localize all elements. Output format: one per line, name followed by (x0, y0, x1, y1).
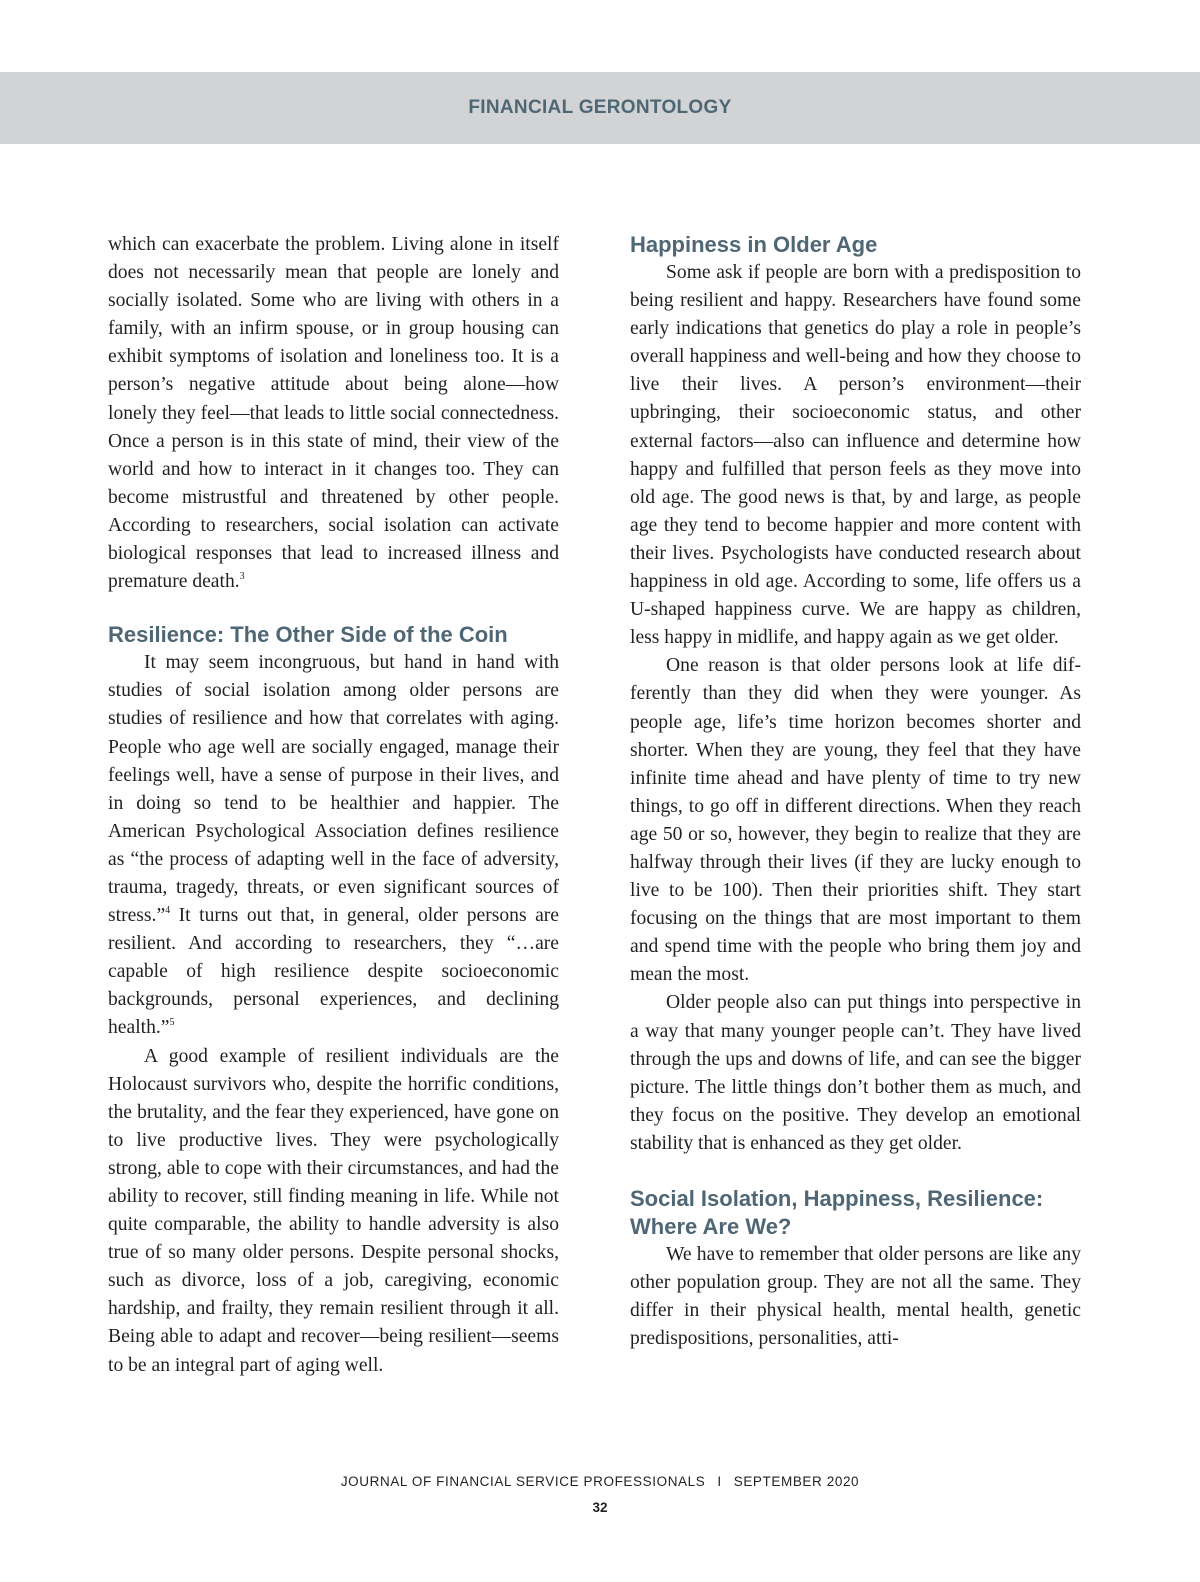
paragraph-text: which can exacerbate the problem. Living alone in itself does not necessarily mean that people are lonely and socially isolated. Some who are living with others in a family, with an infirm spouse, or in group housing can exhibit symptoms of isolation and loneliness too. It is a person’s negative attitude about being alone—how lonely they feel—that leads to little social connectedness. Once a person is in this state of mind, their view of the world and how to interact in it changes too. They can become mistrustful and threatened by other people. According to researchers, social isolation can activate biological responses that lead to increased illness and premature death. (108, 234, 559, 593)
issue-date: SEPTEMBER 2020 (733, 1474, 860, 1489)
paragraph-text: It turns out that, in general, older persons are resilient. And according to researchers, they “…are capable of high resilience despite socioeconomic backgrounds, personal experiences, and declining health.” (108, 905, 559, 1039)
paragraph-happiness: Some ask if people are born with a predisposition to being resilient and happy. Researchers have found some early indications that genetics do play a role in people’s overall happiness and well-being and how they choose to live their lives. A person’s environment—their upbringing, their socioeconomic status, and other external factors—also can influence and determine how happy and fulfilled that person feels as they move into old age. The good news is that, by and large, as people age they tend to become happier and more content with their lives. Psychologists have conducted research about happiness in old age. According to some, life offers us a U-shaped happiness curve. We are happy as children, less happy in midlife, and happy again as we get older. (630, 262, 1081, 649)
paragraph-holocaust-survivors: A good example of resilient individuals are the Holocaust survivors who, despite the horrific conditions, the brutality, and the fear they experienced, have gone on to live productive lives. They were psychologically strong, able to cope with their circumstances, and had the ability to recover, still finding meaning in life. While not quite comparable, the ability to handle adversity is also true of so many older persons. Despite personal shocks, such as divorce, loss of a job, caregiving, economic hardship, and frailty, they remain resilient through it all. Being able to adapt and recover—being resilient—seems to be an integral part of aging well. (108, 1045, 559, 1376)
footer-journal-line (0, 1474, 1200, 1489)
section-title: FINANCIAL GERONTOLOGY (468, 97, 732, 118)
section-header-band (0, 72, 1200, 144)
left-column (108, 231, 559, 1380)
right-column (630, 231, 1081, 1353)
journal-name: JOURNAL OF FINANCIAL SERVICE PROFESSIONALS (340, 1474, 706, 1489)
paragraph-population-group: We have to remember that older persons are like any other population group. They are not all the same. They differ in their physical health, mental health, genetic predispositions, personalities, atti- (630, 1244, 1081, 1350)
paragraph-isolation-continued (108, 231, 559, 596)
heading-resilience: Resilience: The Other Side of the Coin (108, 622, 508, 648)
page-number: 32 (592, 1500, 608, 1515)
paragraph-time-horizon: One reason is that older persons look at life differently than they did when they were younger. As people age, life’s time horizon becomes shorter and shorter. When they are young, they feel that they have infinite time ahead and have plenty of time to try new things, to go off in different directions. When they reach age 50 or so, however, they begin to realize that they are halfway through their lives (if they are lucky enough to live to be 100). Then their priorities shift. They start focusing on the things that are most important to them and spend time with the people who bring them joy and mean the most. (630, 655, 1081, 986)
heading-where-are-we: Social Isolation, Happiness, Resilience: Where Are We? (630, 1186, 1044, 1239)
paragraph-text: It may seem incongruous, but hand in hand with studies of social isolation among older persons are studies of resilience and how that correlates with aging. People who age well are socially engaged, manage their feelings well, have a sense of purpose in their lives, and in doing so tend to be healthier and happier. The American Psychological Association defines resilience as “the process of adapting well in the face of adversity, trauma, tragedy, threats, or even significant sources of stress.” (108, 652, 559, 927)
paragraph-resilience (108, 649, 559, 1042)
footnote-ref: 4 (165, 905, 171, 917)
paragraph-perspective: Older people also can put things into perspective in a way that many younger people can’t. They have lived through the ups and downs of life, and can see the bigger picture. The little things don’t bother them as much, and they focus on the positive. They develop an emotional stability that is enhanced as they get older. (630, 992, 1081, 1154)
footnote-ref: 5 (169, 1017, 175, 1029)
heading-happiness: Happiness in Older Age (630, 232, 878, 257)
footnote-ref: 3 (239, 571, 245, 583)
footer-separator: I (717, 1474, 722, 1489)
